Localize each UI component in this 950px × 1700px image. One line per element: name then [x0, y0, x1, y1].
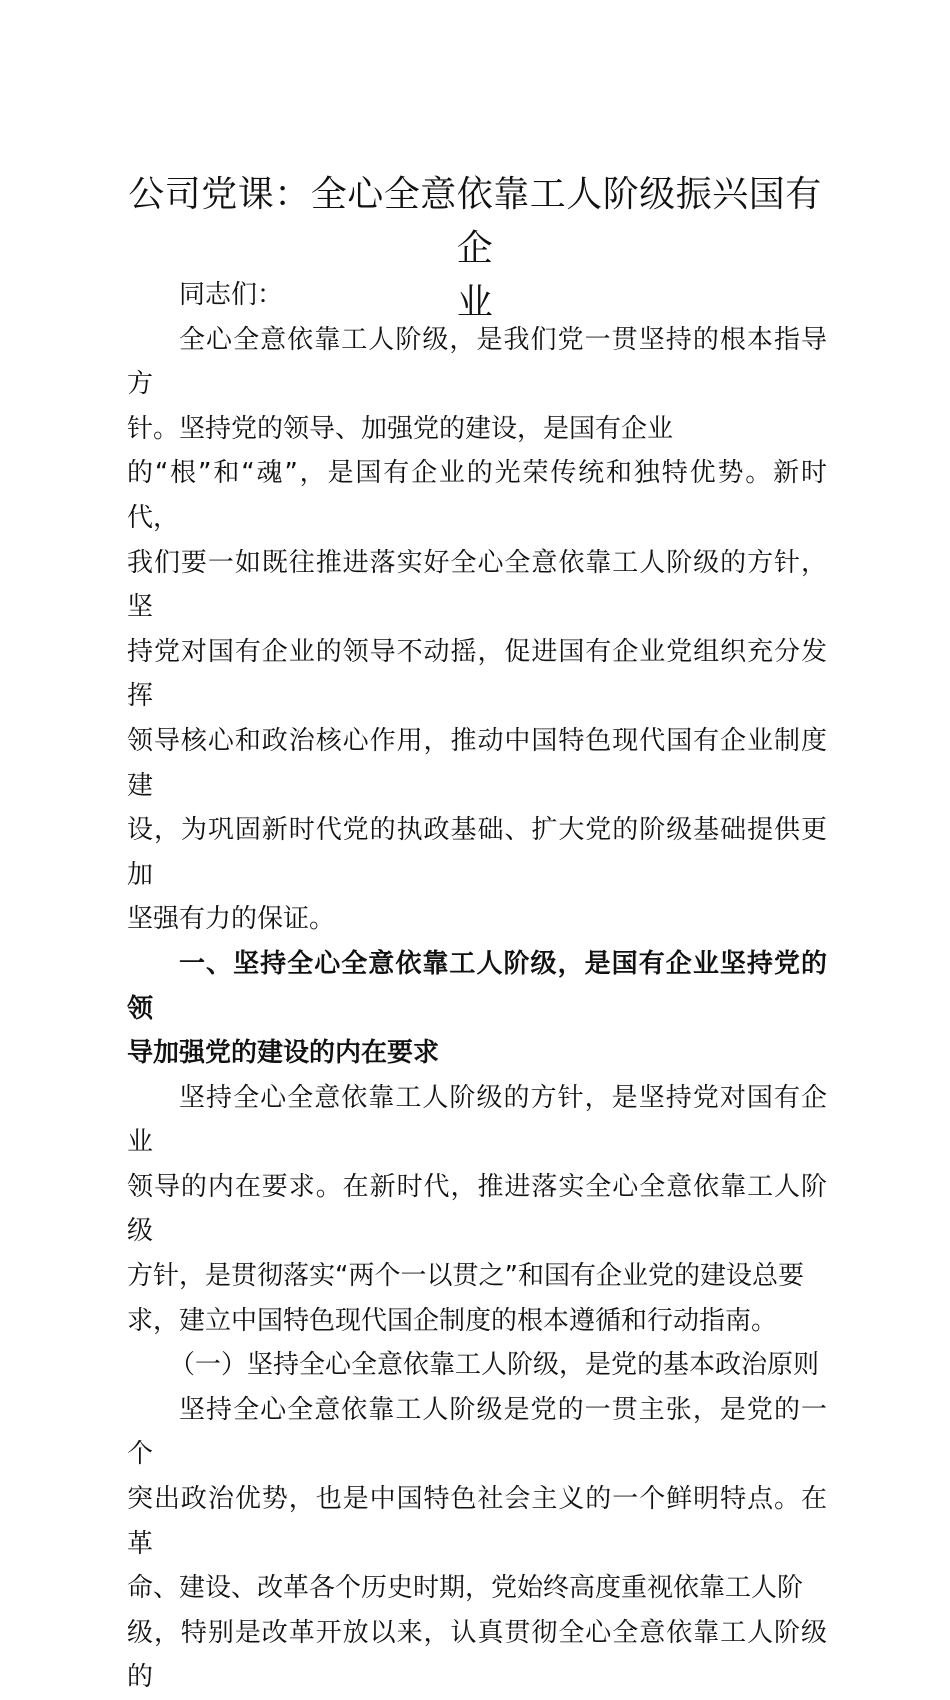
text-line: 方针，是贯彻落实“两个一以贯之”和国有企业党的建设总要 — [127, 1261, 804, 1292]
subsection-1-paragraph — [127, 1388, 827, 1700]
text-line: （一）坚持全心全意依靠工人阶级，是党的基本政治原则 — [169, 1350, 820, 1381]
title-line-1: 公司党课：全心全意依靠工人阶级振兴国有企 — [128, 174, 822, 269]
text-line: 领导核心和政治核心作用，推动中国特色现代国有企业制度建 — [127, 725, 827, 801]
text-line: 领导的内在要求。在新时代，推进落实全心全意依靠工人阶级 — [127, 1171, 827, 1247]
title-line-2: 业 — [456, 282, 494, 323]
text-line: 坚持全心全意依靠工人阶级的方针，是坚持党对国有企业 — [127, 1082, 827, 1158]
document-body — [127, 273, 827, 1700]
text-line: 坚强有力的保证。 — [127, 904, 336, 935]
text-line: 求，建立中国特色现代国企制度的根本遵循和行动指南。 — [127, 1305, 778, 1336]
text-line: 全心全意依靠工人阶级，是我们党一贯坚持的根本指导方 — [127, 324, 827, 400]
text-line: 一、坚持全心全意依靠工人阶级，是国有企业坚持党的领 — [127, 948, 827, 1024]
text-line: 命、建设、改革各个历史时期，党始终高度重视依靠工人阶 — [127, 1573, 804, 1604]
subsection-heading-1 — [127, 1343, 827, 1388]
text-line: 导加强党的建设的内在要求 — [127, 1038, 440, 1069]
section-heading-1 — [127, 942, 827, 1076]
text-line: 突出政治优势，也是中国特色社会主义的一个鲜明特点。在革 — [127, 1484, 827, 1559]
text-line: 级，特别是改革开放以来，认真贯彻全心全意依靠工人阶级的 — [127, 1617, 827, 1693]
section-1-paragraph — [127, 1076, 827, 1344]
text-line: 设，为巩固新时代党的执政基础、扩大党的阶级基础提供更加 — [127, 815, 827, 890]
salutation-paragraph — [127, 273, 827, 318]
text-line: 我们要一如既往推进落实好全心全意依靠工人阶级的方针，坚 — [127, 547, 827, 623]
text-line: 持党对国有企业的领导不动摇，促进国有企业党组织充分发挥 — [127, 636, 827, 712]
text-line: 针。坚持党的领导、加强党的建设，是国有企业 — [127, 413, 674, 444]
intro-paragraph — [127, 318, 827, 942]
text-line: 坚持全心全意依靠工人阶级是党的一贯主张，是党的一个 — [127, 1394, 827, 1470]
text-line: 同志们： — [179, 280, 284, 310]
text-line: 的“根”和“魂”，是国有企业的光荣传统和独特优势。新时代， — [127, 458, 827, 533]
